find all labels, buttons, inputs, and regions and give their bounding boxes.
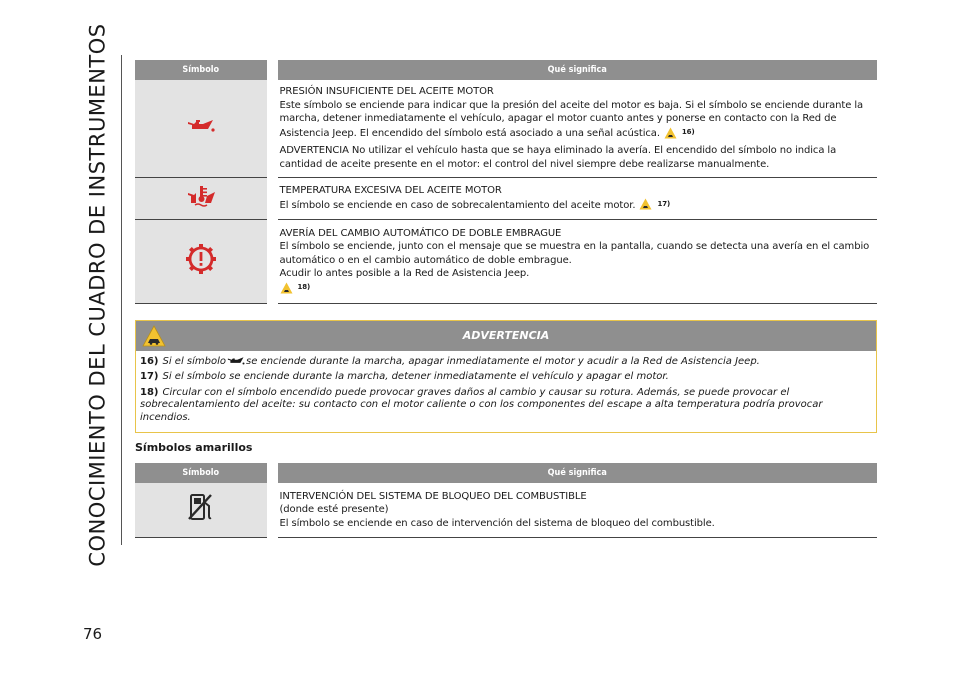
table-row: [135, 483, 877, 537]
oil-can-icon: [187, 118, 215, 134]
oil-can-icon: [227, 356, 245, 366]
symbol-description: Este símbolo se enciende para indicar que la presión del aceite del motor es baja. Si el símbolo se enciende durante la marcha, detener inmediatamente el vehículo, apagar el motor cuanto antes y ponerse en contacto con la Red de Asistencia Jeep. El encendido del símbolo está asociado a una señal acústica. 16): [279, 99, 864, 139]
warning-triangle-icon: [280, 282, 293, 294]
table-header-row: [135, 463, 877, 483]
gear-warning-icon: [185, 243, 217, 275]
chapter-title: CONOCIMIENTO DEL CUADRO DE INSTRUMENTOS: [86, 23, 110, 567]
meaning-cell: [272, 80, 877, 177]
symbol-title: AVERÍA DEL CAMBIO AUTOMÁTICO DE DOBLE EMBRAGUE: [279, 227, 562, 239]
table-row: [135, 177, 877, 219]
yellow-symbols-table: [135, 463, 877, 538]
warning-triangle-icon: [142, 325, 166, 347]
section-heading: Símbolos amarillos: [135, 441, 253, 454]
fuel-cutoff-icon: [187, 492, 215, 522]
reference-number: 17): [657, 199, 671, 208]
warning-item: 17) Si el símbolo se enciende durante la marcha, detener inmediatamente el vehículo y apagar el motor.: [140, 371, 669, 382]
table-header-row: [135, 60, 877, 80]
table-row: [135, 219, 877, 303]
sidebar-divider: [121, 55, 122, 545]
symbol-note: Acudir lo antes posible a la Red de Asistencia Jeep.: [279, 268, 530, 280]
warning-box: [135, 320, 877, 434]
symbol-description: El símbolo se enciende en caso de intervención del sistema de bloqueo del combustible.: [279, 517, 715, 529]
symbol-cell: [135, 219, 272, 303]
column-header-meaning: Qué significa: [272, 463, 877, 483]
column-header-symbol: Símbolo: [135, 463, 272, 483]
warning-box-header: [136, 321, 876, 351]
page-content: [135, 60, 877, 538]
reference-number: 18): [297, 282, 311, 291]
meaning-cell: [272, 219, 877, 303]
warning-triangle-icon: [639, 198, 652, 210]
warning-item: 18) Circular con el símbolo encendido puede provocar graves daños al cambio y causar su rotura. Además, se puede provocar el sobrecalentamiento del aceite: su contacto con el motor caliente o con los componentes del escape a alta temperatura podría provocar incendios.: [140, 386, 823, 423]
coolant-temperature-icon: [186, 185, 216, 207]
reference-line: [280, 281, 878, 295]
symbol-note: ADVERTENCIA No utilizar el vehículo hasta que se haya eliminado la avería. El encendido del símbolo no indica la cantidad de aceite presente en el motor: el control del nivel siempre debe realizarse manualmente.: [279, 145, 837, 170]
symbol-description: El símbolo se enciende, junto con el mensaje que se muestra en la pantalla, cuando se detecta una avería en el cambio automático o en el cambio automático de doble embrague.: [279, 241, 870, 266]
symbol-title: PRESIÓN INSUFICIENTE DEL ACEITE MOTOR: [279, 86, 494, 98]
warning-triangle-icon: [664, 127, 677, 139]
warning-box-body: [136, 351, 876, 433]
page-number: 76: [83, 625, 103, 643]
reference-number: 16): [681, 127, 695, 136]
symbol-title: INTERVENCIÓN DEL SISTEMA DE BLOQUEO DEL COMBUSTIBLE: [279, 490, 587, 502]
symbol-cell: [135, 177, 272, 219]
warning-item: 16) Si el símbolo se enciende durante la marcha, apagar inmediatamente el motor y acudir a la Red de Asistencia Jeep.: [140, 355, 760, 367]
column-header-symbol: Símbolo: [135, 60, 272, 80]
red-symbols-table: [135, 60, 877, 304]
symbol-cell: [135, 80, 272, 177]
symbol-availability: (donde esté presente): [279, 504, 389, 515]
symbol-title: TEMPERATURA EXCESIVA DEL ACEITE MOTOR: [279, 185, 502, 197]
warning-box-title: ADVERTENCIA: [462, 329, 550, 342]
column-header-meaning: Qué significa: [272, 60, 877, 80]
meaning-cell: [272, 483, 877, 537]
meaning-cell: [272, 177, 877, 219]
symbol-description: El símbolo se enciende en caso de sobrecalentamiento del aceite motor. 17): [279, 199, 671, 211]
table-row: [135, 80, 877, 177]
symbol-cell: [135, 483, 272, 537]
